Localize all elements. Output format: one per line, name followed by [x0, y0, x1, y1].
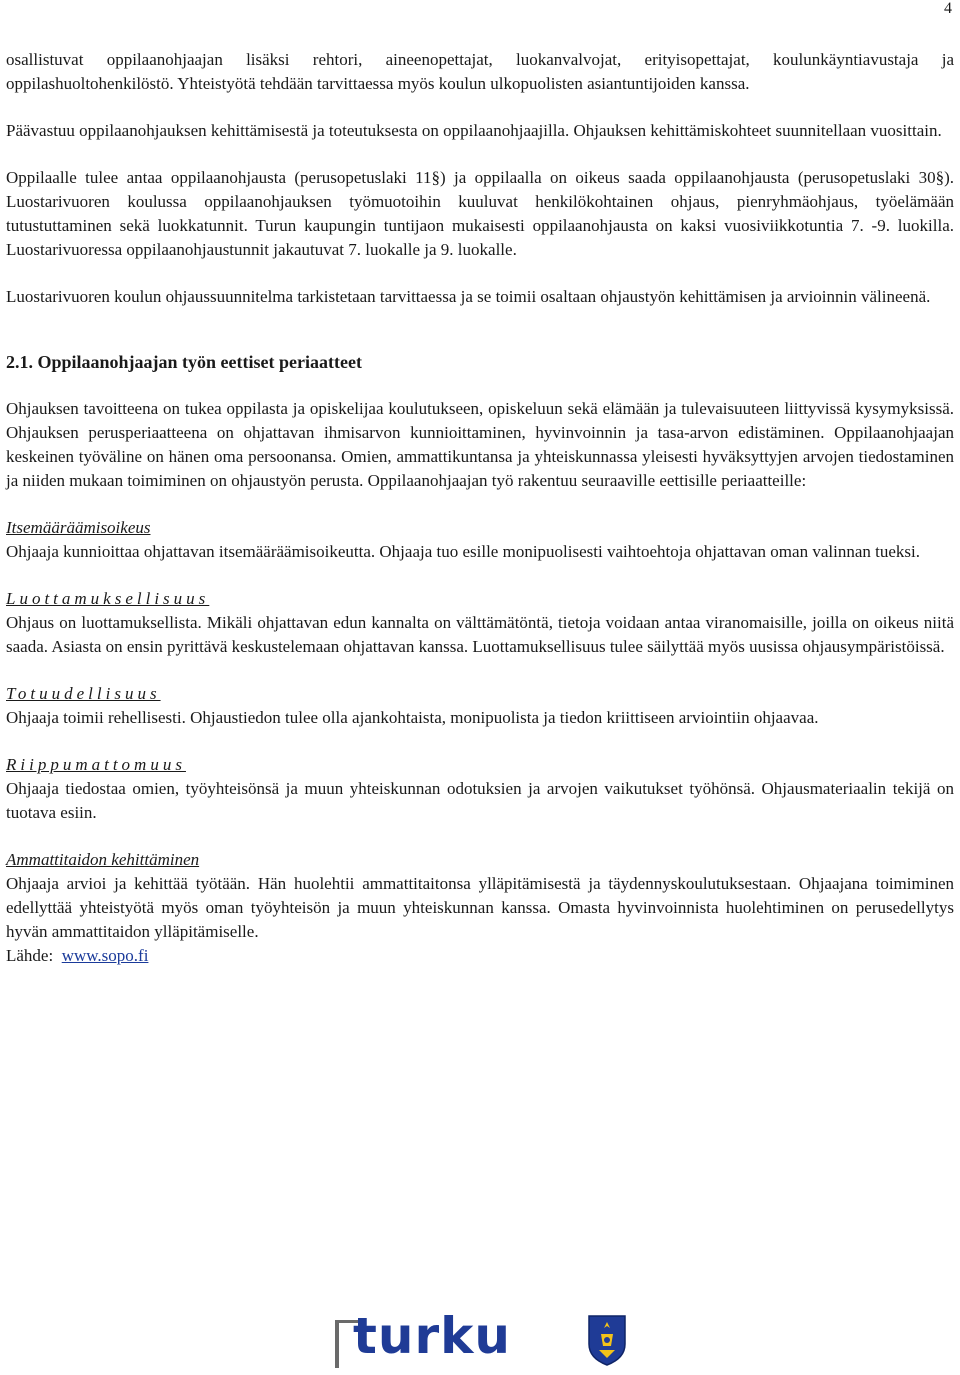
paragraph-guidance-law: Oppilaalle tulee antaa oppilaanohjausta (perusopetuslaki 11§) ja oppilaalla on oikeus saada oppilaanohjausta (perusopetuslaki 30§). Luostarivuoren koulussa oppilaanohjauksen työmuotoihin kuuluvat henkilökohtainen ohjaus, pienryhmäohjaus, työelämään tutustuttaminen sekä luokkatunnit. Turun kaupungin tuntijaon mukaisesti oppilaanohjausta on kaksi vuosiviikkotuntia 7. -9. luokilla. Luostarivuoressa oppilaanohjaustunnit jakautuvat 7. luokalle ja 9. luokalle. [6, 168, 954, 259]
document-body [6, 48, 954, 968]
logo-frame-left [335, 1320, 339, 1368]
principle-title-truthfulness: Totuudellisuus [6, 684, 161, 703]
paragraph-collaboration: osallistuvat oppilaanohjaajan lisäksi rehtori, aineenopettajat, luokanvalvojat, erityisopettajat, koulunkäyntiavustaja ja oppilashuoltohenkilöstö. Yhteistyötä tehdään tarvittaessa myös koulun ulkopuolisten asiantuntijoiden kanssa. [6, 50, 954, 93]
principle-title-self-determination: Itsemääräämisoikeus [6, 518, 151, 537]
principle-title-independence: Riippumattomuus [6, 755, 186, 774]
source-link[interactable]: www.sopo.fi [61, 946, 149, 965]
principle-title-professional-development: Ammattitaidon kehittäminen [6, 850, 200, 869]
source-label: Lähde: [6, 946, 54, 965]
principle-text-truthfulness: Ohjaaja toimii rehellisesti. Ohjaustiedon tulee olla ajankohtaista, monipuolista ja tiedon kriittiseen arviointiin ohjaavaa. [6, 708, 819, 727]
principle-title-confidentiality: Luottamuksellisuus [6, 589, 210, 608]
paragraph-plan-review: Luostarivuoren koulun ohjaussuunnitelma tarkistetaan tarvittaessa ja se toimii osaltaan ohjaustyön kehittämisen ja arvioinnin välineenä. [6, 287, 931, 306]
source-line [6, 944, 954, 968]
principle-text-confidentiality: Ohjaus on luottamuksellista. Mikäli ohjattavan edun kannalta on välttämätöntä, tietoja voidaan antaa viranomaisille, joilla on oikeus niitä saada. Asiasta on ensin pyrittävä keskustelemaan ohjattavan kanssa. Luottamuksellisuus tulee säilyttää myös uusissa ohjausympäristöissä. [6, 613, 954, 656]
logo-wordmark: turku [353, 1307, 512, 1365]
paragraph-responsibility: Päävastuu oppilaanohjauksen kehittämisestä ja toteutuksesta on oppilaanohjaajilla. Ohjauksen kehittämiskohteet suunnitellaan vuosittain. [6, 121, 942, 140]
principle-text-professional-development: Ohjaaja arvioi ja kehittää työtään. Hän huolehtii ammattitaitonsa ylläpitämisestä ja täydennyskoulutuksestaan. Ohjaajana toimiminen edellyttää yhteistyötä myös oman työyhteisön ja muun yhteiskunnan kanssa. Omasta hyvinvoinnista huolehtiminen on perusedellytys hyvän ammattitaidon ylläpitämiselle. [6, 874, 954, 941]
principle-text-independence: Ohjaaja tiedostaa omien, työyhteisönsä ja muun yhteiskunnan odotuksien ja arvojen vaikutukset työhönsä. Ohjausmateriaalin tekijä on tuotava esiin. [6, 779, 954, 822]
principle-text-self-determination: Ohjaaja kunnioittaa ohjattavan itsemääräämisoikeutta. Ohjaaja tuo esille monipuolisesti vaihtoehtoja ohjattavan oman valinnan tueksi. [6, 542, 920, 561]
page-number: 4 [944, 0, 952, 17]
turku-logo [335, 1308, 627, 1368]
city-crest-icon [587, 1314, 627, 1366]
section-heading: 2.1. Oppilaanohjaajan työn eettiset periaatteet [6, 352, 362, 372]
section-intro: Ohjauksen tavoitteena on tukea oppilasta ja opiskelijaa koulutukseen, opiskeluun sekä elämään ja tulevaisuuteen liittyvissä kysymyksissä. Ohjauksen perusperiaatteena on ohjattavan ihmisarvon kunnioittaminen, hyvinvoinnin ja tasa-arvon edistäminen. Oppilaanohjaajan keskeinen työväline on hänen oma persoonansa. Omien, ammattikuntansa ja yhteiskunnassa yleisesti hyväksyttyjen arvojen tiedostaminen ja niiden mukaan toimiminen on ohjaustyön perusta. Oppilaanohjaajan työ rakentuu seuraaville eettisille periaatteille: [6, 399, 954, 490]
